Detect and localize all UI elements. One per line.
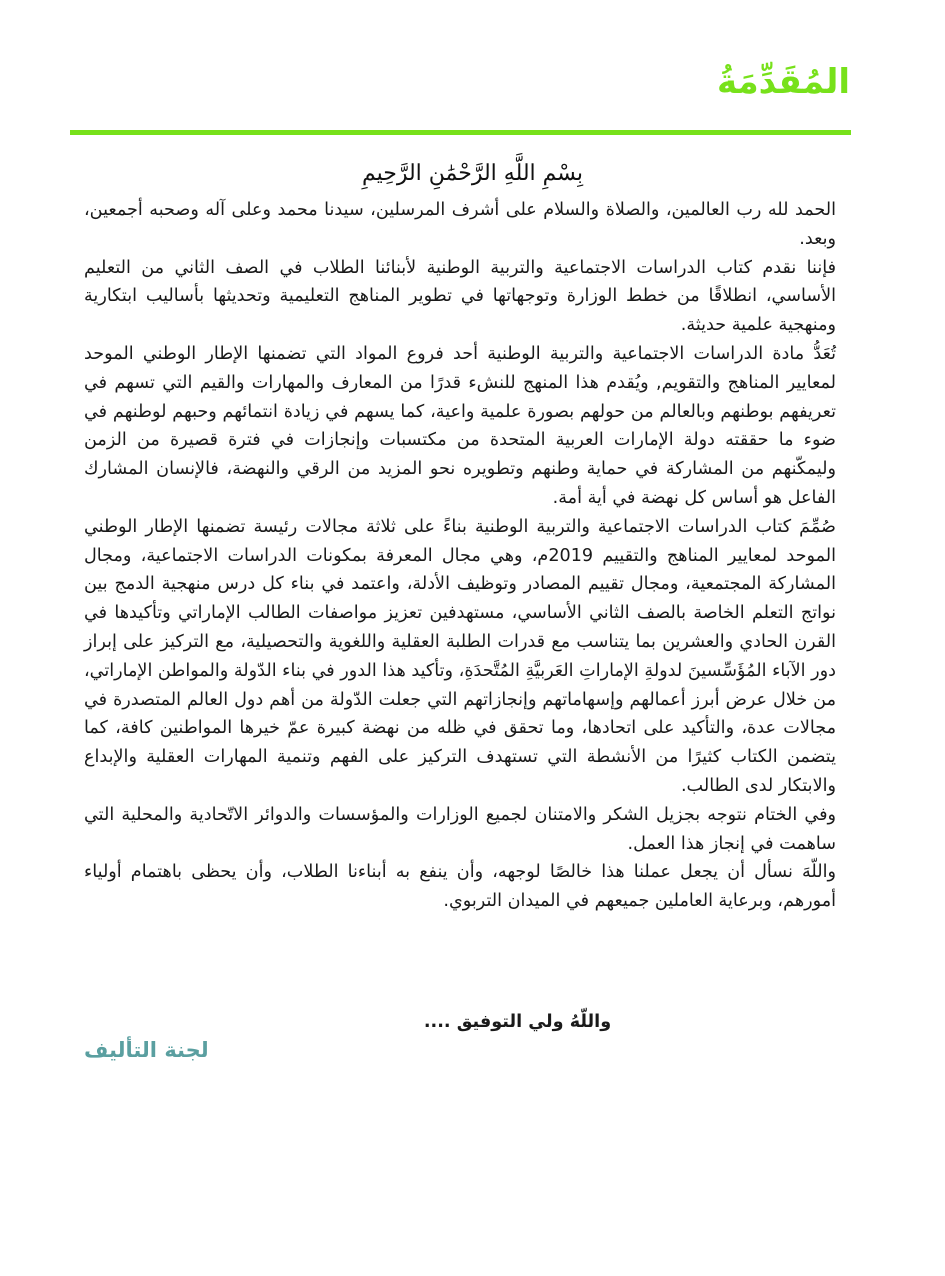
- paragraph-praise: الحمد لله رب العالمين، والصلاة والسلام على أشرف المرسلين، سيدنا محمد وعلى آله وصحبه أجمعين، وبعد.: [84, 200, 836, 249]
- paragraph-book-design: صُمِّمَ كتاب الدراسات الاجتماعية والتربية الوطنية بناءً على ثلاثة مجالات رئيسة تضمنها الإطار الوطني الموحد لمعايير المناهج والتقييم 2019م، وهي مجال المعرفة بمكونات الدراسات الاجتماعية، ومجال المشاركة المجتمعية، ومجال تقييم المصادر وتوظيف الأدلة، واعتمد في بناء كل درس منهجية الدمج بين نواتج التعلم الخاصة بالصف الثاني الأساسي، مستهدفين تعزيز مواصفات الطالب الإماراتي وتأكيدها في القرن الحادي والعشرين بما يتناسب مع قدرات الطلبة العقلية واللغوية والتحصيلية، مع التركيز على إبراز دور الآباء المُؤَسِّسينَ لدولةِ الإماراتِ العَربيَّةِ المُتَّحدَةِ، وتأكيد هذا الدور في بناء الدّولة والمواطن الإماراتي، من خلال عرض أبرز أعمالهم وإسهاماتهم وإنجازاتهم التي جعلت الدّولة من أهم دول العالم المتصدرة في مجالات عدة، والتأكيد على اتحادها، وما تحقق في ظله من نهضة كبيرة عمّ خيرها المواطنين كافة، كما يتضمن الكتاب كثيرًا من الأنشطة التي تستهدف التركيز على الفهم وتنمية المهارات العقلية والإبداع والابتكار لدى الطالب.: [84, 516, 836, 796]
- title-divider: [70, 130, 851, 135]
- paragraph-thanks: وفي الختام نتوجه بجزيل الشكر والامتنان لجميع الوزارات والمؤسسات والدوائر الاتّحادية والمحلية التي ساهمت في إنجاز هذا العمل.: [84, 804, 836, 854]
- paragraph-prayer: واللّهَ نسأل أن يجعل عملنا هذا خالصًا لوجهه، وأن ينفع به أبناءنا الطلاب، وأن يحظى باهتمام أولياء أمورهم، وبرعاية العاملين جميعهم في الميدان التربوي.: [84, 862, 836, 912]
- page-title: المُقَدِّمَةُ: [717, 62, 850, 102]
- authoring-committee-signature: لجنة التأليف: [84, 1038, 209, 1062]
- paragraph-subject-description: تُعَدُّ مادة الدراسات الاجتماعية والتربية الوطنية أحد فروع المواد التي تضمنها الإطار الوطني الموحد لمعايير المناهج والتقويم, ويُقدم هذا المنهج للنشء قدرًا من المعارف والمهارات والقيم التي تسهم في تعريفهم بوطنهم وبالعالم من حولهم بصورة علمية واعية، كما يسهم في زيادة انتمائهم وحبهم لوطنهم في ضوء ما حققته دولة الإمارات العربية المتحدة من مكتسبات وإنجازات في فترة قصيرة من الزمن وليمكّنهم من المشاركة في حماية وطنهم وتطويره نحو المزيد من الرقي والنهضة، فالإنسان المشارك الفاعل هو أساس كل نهضة في أية أمة.: [84, 343, 836, 508]
- basmala: بِسْمِ اللَّهِ الرَّحْمَٰنِ الرَّحِيمِ: [361, 161, 584, 186]
- introduction-body: [84, 196, 836, 916]
- paragraph-book-intro: فإننا نقدم كتاب الدراسات الاجتماعية والتربية الوطنية لأبنائنا الطلاب في الصف الثاني من التعليم الأساسي، انطلاقًا من خطط الوزارة وتوجهاتها في تطوير المناهج التعليمية وتحديثها بأساليب ابتكارية ومنهجية علمية حديثة.: [84, 257, 836, 336]
- closing-line: واللّهُ ولي التوفيق ....: [423, 1012, 612, 1032]
